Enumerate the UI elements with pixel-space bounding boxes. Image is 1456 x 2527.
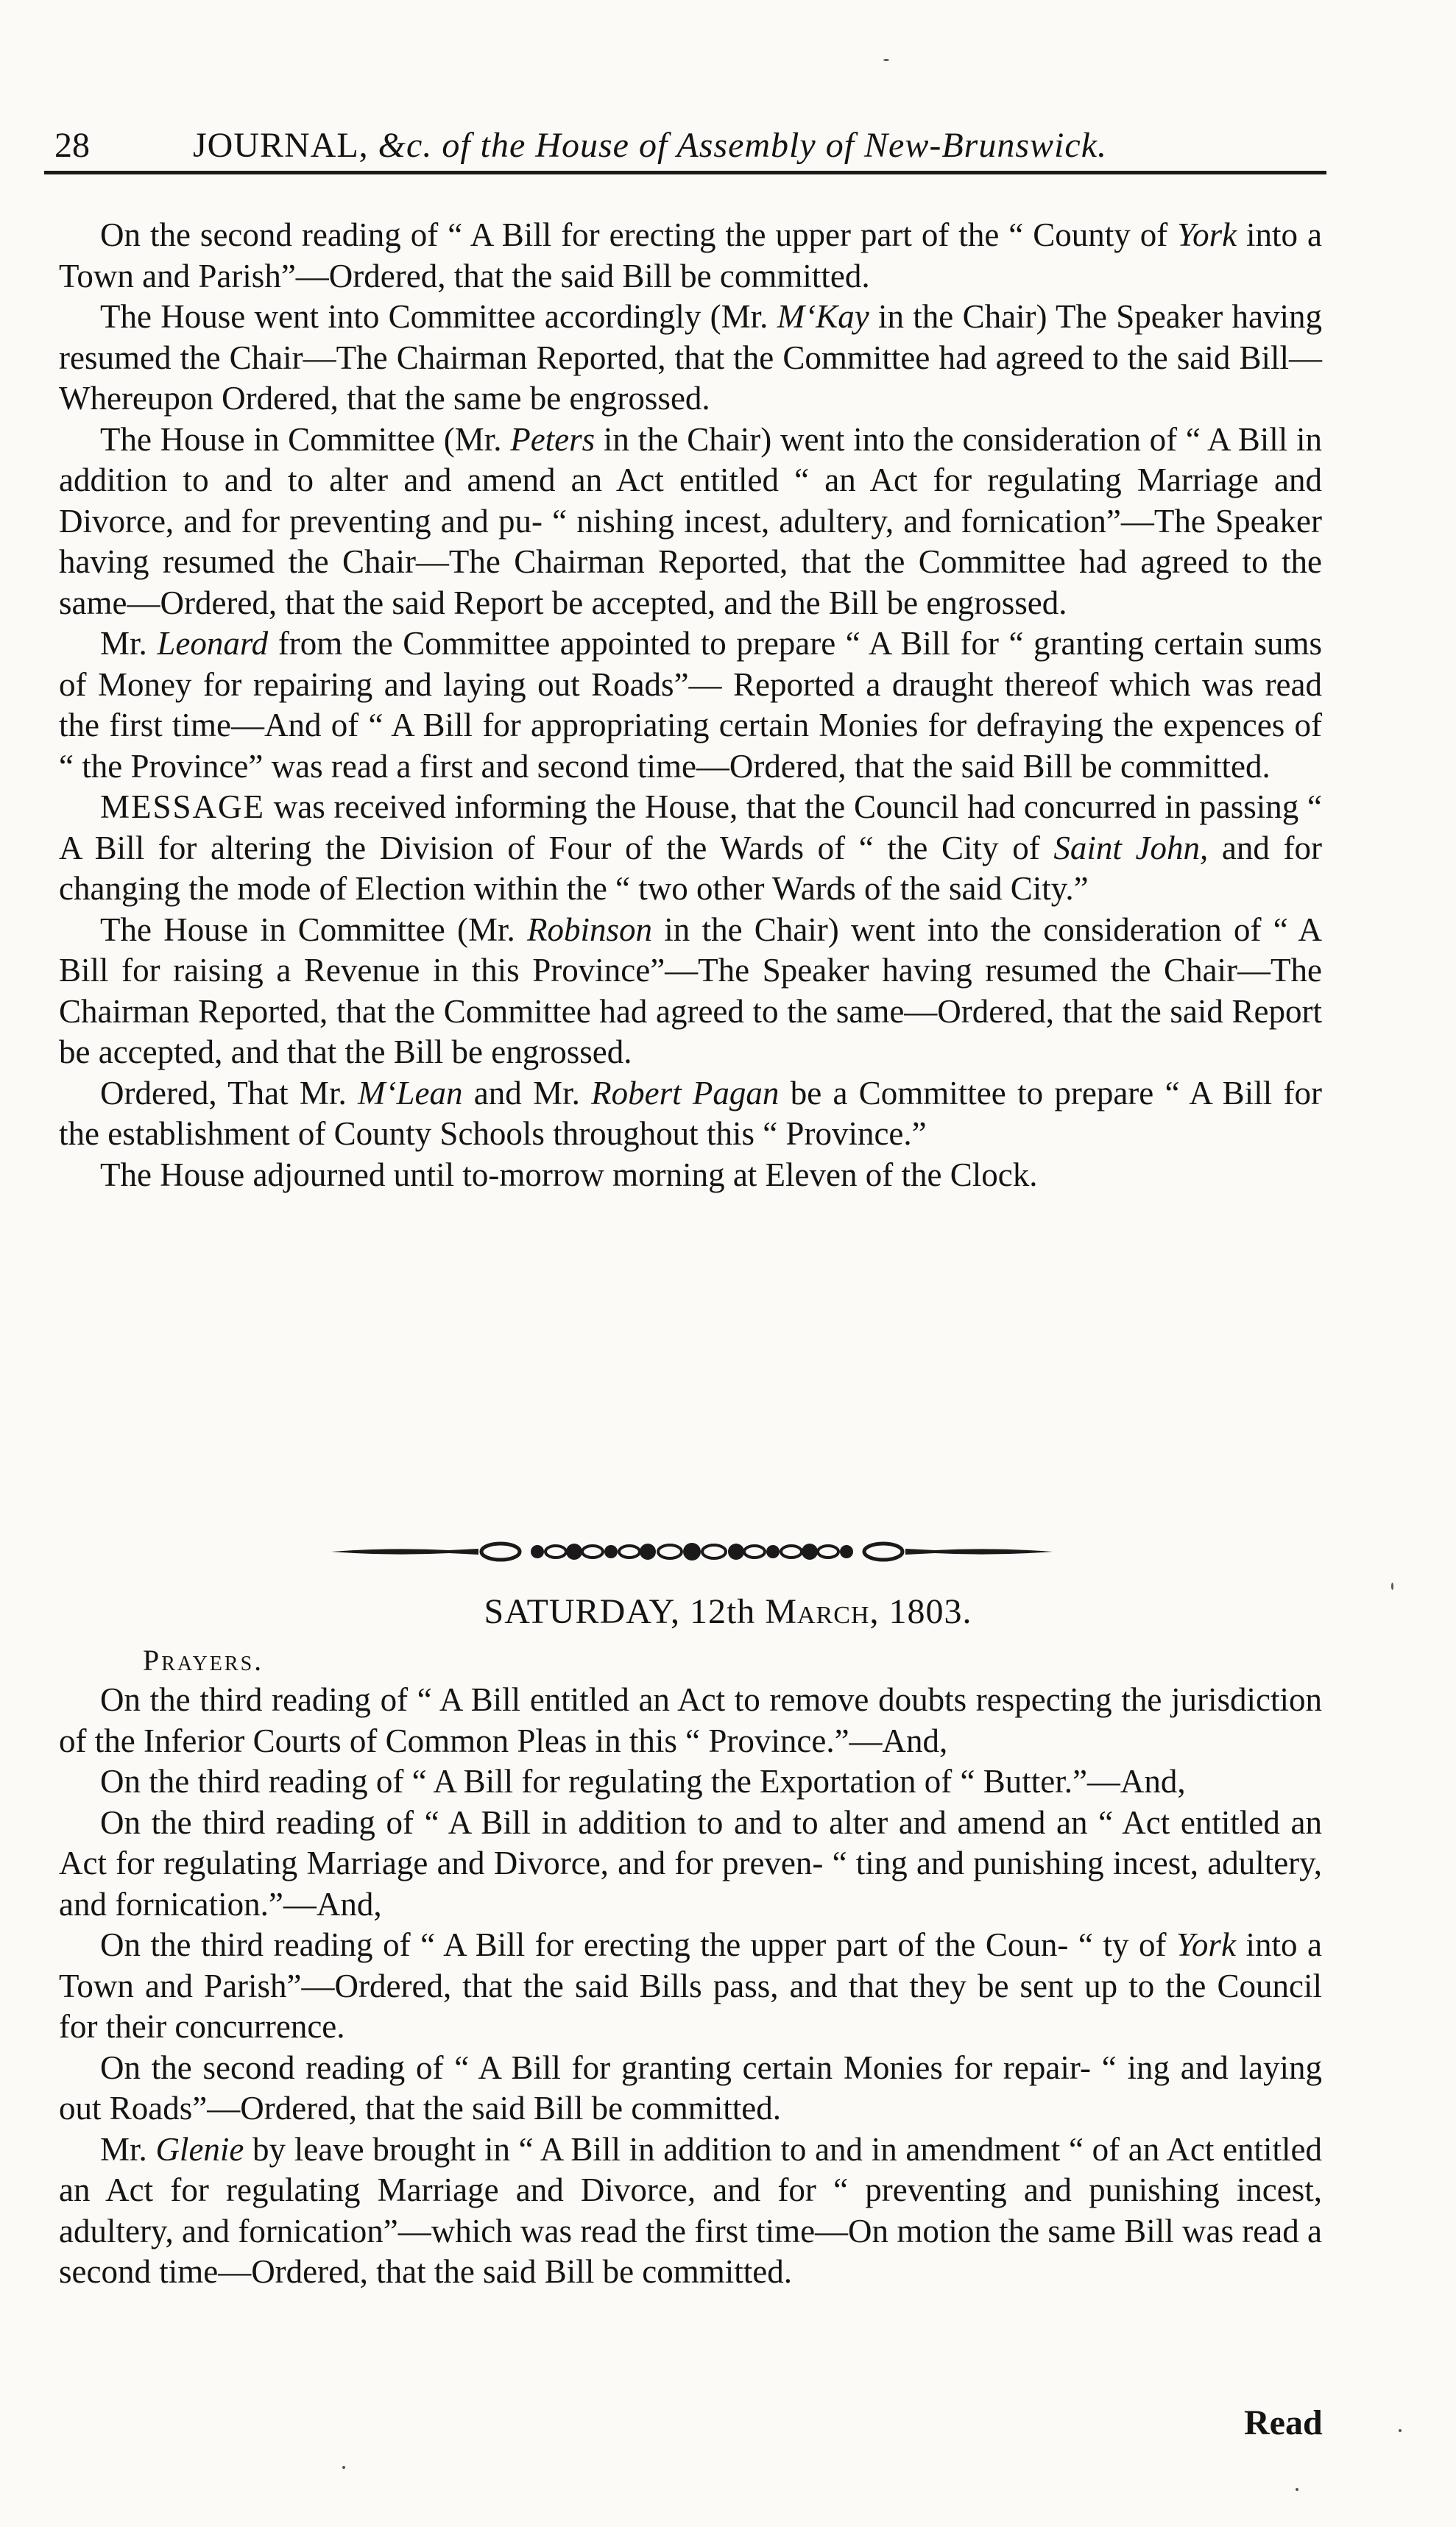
running-title-suffix: &c. of the House of Assembly of New-Brunswick.	[378, 126, 1107, 165]
prayers-heading: Prayers.	[143, 1644, 264, 1677]
paragraph-text: was received informing the House, that the Council had concurred in passing “ A Bill for altering the Division of Four of the Wards of “ the City of	[59, 788, 1322, 866]
paragraph-text: by leave brought in “ A Bill in addition to and in amendment “ of an Act entitled an Act for regulating Marriage and Divorce, and for “ preventing and punishing incest, adultery, and fornication”—which was read the first time—On motion the same Bill was read a second time—Ordered, that the said Bill be committed.	[59, 2130, 1322, 2290]
proceedings-section-1	[59, 215, 1322, 1195]
date-heading-day: SATURDAY, 12th	[484, 1592, 766, 1631]
italic-text: M‘Lean	[358, 1074, 463, 1111]
running-title	[193, 124, 1107, 168]
paragraph-text: in the Chair) went into the consideration of “ A Bill for raising a Revenue in this Province”—The Speaker having resumed the Chair—The Chairman Reported, that the Committee had agreed to the same—Ordered, that the said Report be accepted, and that the Bill be engrossed.	[59, 911, 1322, 1070]
paragraph-text: in the Chair) went into the consideration of “ A Bill in addition to and to alter and amend an Act entitled “ an Act for regulating Marriage and Divorce, and for preventing and pu- “ nishing incest, adultery, and fornication”—The Speaker having resumed the Chair—The Chairman Reported, that the Committee had agreed to the same—Ordered, that the said Report be accepted, and the Bill be engrossed.	[59, 420, 1323, 621]
paragraph-text: On the third reading of “ A Bill in addition to and to alter and amend an “ Act entitled an Act for regulating Marriage and Divorce, and for preven- “ ting and punishing incest, adultery, and fornication.”—And,	[59, 1803, 1322, 1923]
paragraph	[59, 910, 1322, 1073]
paragraph	[59, 1803, 1322, 1926]
paragraph	[59, 1680, 1322, 1761]
italic-text: Glenie	[155, 2130, 244, 2168]
catchword: Read	[1244, 2403, 1323, 2442]
paragraph-text: from the Committee appointed to prepare “ A Bill for “ granting certain sums of Money for repairing and laying out Roads”— Reported a draught thereof which was read the first time—And of “ A Bill for appropriating certain Monies for defraying the expences of “ the Province” was read a first and second time—Ordered, that the said Bill be committed.	[59, 625, 1323, 785]
paragraph-text: into a Town and Parish”—Ordered, that the said Bills pass, and that they be sent up to the Council for their concurrence.	[59, 1926, 1322, 2045]
paragraph-text: On the second reading of “ A Bill for granting certain Monies for repair- “ ing and laying out Roads”—Ordered, that the said Bill be committed.	[59, 2049, 1322, 2127]
italic-text: Robinson	[527, 911, 653, 948]
paragraph-text: On the third reading of “ A Bill entitled an Act to remove doubts respecting the jurisdiction of the Inferior Courts of Common Pleas in this “ Province.”—And,	[59, 1681, 1322, 1759]
paragraph	[59, 1925, 1322, 2048]
italic-text: York	[1177, 216, 1237, 253]
paragraph-text: Ordered, That Mr.	[100, 1074, 358, 1111]
paragraph	[59, 420, 1322, 624]
paragraph-text: The House in Committee (Mr.	[100, 420, 511, 458]
paragraph-text: On the third reading of “ A Bill for erecting the upper part of the Coun- “ ty of	[100, 1926, 1177, 1963]
paragraph	[59, 2130, 1322, 2293]
italic-text: Leonard	[157, 625, 269, 662]
small-caps-text: MESSAGE	[100, 788, 266, 825]
italic-text: Peters	[510, 420, 596, 458]
italic-text: Robert Pagan	[591, 1074, 780, 1111]
paragraph	[59, 623, 1322, 787]
paragraph-text: The House adjourned until to-morrow morning at Eleven of the Clock.	[100, 1156, 1038, 1193]
paragraph-text: into a Town and Parish”—Ordered, that the said Bill be committed.	[59, 216, 1322, 294]
paragraph-text: Mr.	[100, 625, 158, 662]
paragraph-text: be a Committee to prepare “ A Bill for the establishment of County Schools throughout this “ Province.”	[59, 1074, 1322, 1152]
date-heading-month: March,	[765, 1592, 880, 1631]
paragraph	[59, 215, 1322, 297]
paragraph	[59, 787, 1322, 910]
paragraph-text: and for changing the mode of Election within the “ two other Wards of the said City.”	[59, 829, 1322, 907]
paragraph-text: and Mr.	[462, 1074, 592, 1111]
paper-speck	[1296, 2488, 1298, 2491]
paper-speck	[1399, 2429, 1402, 2432]
italic-text: Saint John,	[1053, 829, 1209, 866]
paragraph-text: On the third reading of “ A Bill for regulating the Exportation of “ Butter.”—And,	[100, 1763, 1186, 1800]
header-rule	[44, 171, 1326, 174]
italic-text: M‘Kay	[777, 298, 869, 335]
page-number: 28	[54, 126, 90, 165]
italic-text: York	[1176, 1926, 1236, 1963]
paragraph-text: in the Chair) The Speaker having resumed the Chair—The Chairman Reported, that the Committee had agreed to the said Bill—Whereupon Ordered, that the same be engrossed.	[59, 298, 1322, 417]
date-heading	[0, 1590, 1456, 1634]
ornamental-divider	[324, 1537, 1060, 1566]
paragraph	[59, 297, 1322, 420]
paragraph	[59, 1073, 1322, 1155]
paragraph-text: The House in Committee (Mr.	[100, 911, 528, 948]
proceedings-section-2	[59, 1680, 1322, 2293]
page-header	[54, 124, 1321, 168]
date-heading-year: 1803.	[879, 1592, 972, 1631]
paragraph	[59, 1155, 1322, 1196]
paper-speck	[883, 59, 889, 61]
running-title-prefix: JOURNAL,	[193, 126, 378, 165]
paragraph	[59, 2048, 1322, 2130]
paper-speck	[342, 2466, 345, 2469]
paragraph-text: The House went into Committee accordingly (Mr.	[100, 298, 777, 335]
paragraph	[59, 1761, 1322, 1803]
paper-speck	[1391, 1583, 1393, 1590]
paragraph-text: Mr.	[100, 2130, 156, 2168]
paragraph-text: On the second reading of “ A Bill for erecting the upper part of the “ County of	[100, 216, 1178, 253]
